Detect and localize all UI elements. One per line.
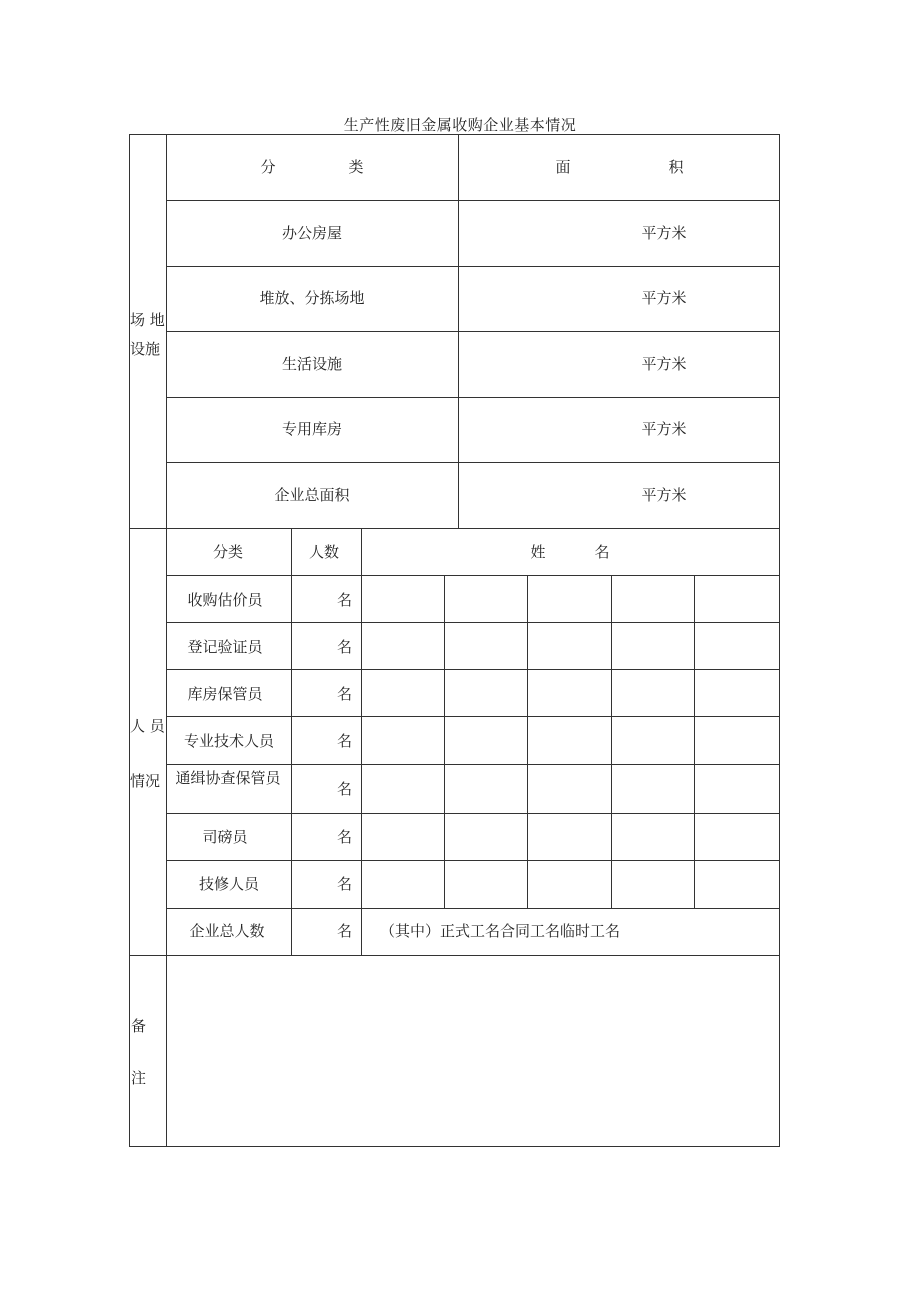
staff-row-line [166, 860, 780, 861]
site-header-category: 分 [260, 158, 276, 176]
site-header-area: 积 [668, 158, 684, 176]
staff-total-unit: 名 [337, 922, 353, 940]
staff-section-label: 人 员 [130, 717, 165, 735]
staff-total-label: 企业总人数 [189, 922, 265, 940]
page-title: 生产性废旧金属收购企业基本情况 [343, 116, 577, 134]
staff-section-label: 情况 [130, 772, 161, 790]
name-cell-divider [527, 575, 528, 908]
site-section-label: 设施 [130, 340, 161, 358]
name-cell-divider [444, 575, 445, 908]
staff-count-column-divider [291, 528, 292, 955]
staff-name-column-divider [361, 528, 362, 955]
staff-row-label: 库房保管员 [187, 685, 263, 703]
site-section-label: 场 地 [130, 311, 165, 329]
site-row-label: 生活设施 [281, 355, 343, 373]
staff-row-unit: 名 [337, 732, 353, 750]
staff-row-unit: 名 [337, 780, 353, 798]
staff-header-name: 名 [594, 543, 610, 561]
site-row-label: 堆放、分拣场地 [259, 289, 365, 307]
section-divider-remarks [129, 955, 780, 956]
site-row-line [166, 200, 780, 201]
site-row-unit: 平方米 [641, 486, 687, 504]
staff-header-name: 姓 [530, 543, 546, 561]
site-row-line [166, 331, 780, 332]
staff-header-count: 人数 [308, 543, 340, 561]
staff-row-label: 技修人员 [198, 875, 260, 893]
site-row-line [166, 397, 780, 398]
staff-header-category: 分类 [212, 543, 244, 561]
staff-row-line [166, 575, 780, 576]
remarks-label: 备 [131, 1017, 147, 1035]
staff-row-label: 专业技术人员 [183, 732, 275, 750]
staff-row-label: 通缉协查保管员 [175, 769, 281, 787]
staff-row-line [166, 764, 780, 765]
staff-row-unit: 名 [337, 875, 353, 893]
staff-row-label: 登记验证员 [187, 638, 263, 656]
site-row-label: 企业总面积 [274, 486, 350, 504]
staff-row-unit: 名 [337, 685, 353, 703]
site-row-line [166, 266, 780, 267]
site-row-unit: 平方米 [641, 289, 687, 307]
staff-row-label: 司磅员 [202, 828, 248, 846]
remarks-label: 注 [131, 1069, 147, 1087]
staff-row-line [166, 908, 780, 909]
remarks-content[interactable] [168, 957, 778, 1145]
site-row-unit: 平方米 [641, 355, 687, 373]
site-row-label: 专用库房 [281, 420, 343, 438]
staff-total-breakdown: （其中）正式工名合同工名临时工名 [380, 922, 621, 940]
staff-row-line [166, 669, 780, 670]
label-column-divider [166, 134, 167, 1147]
staff-row-line [166, 716, 780, 717]
staff-row-unit: 名 [337, 638, 353, 656]
section-divider-staff [129, 528, 780, 529]
staff-row-unit: 名 [337, 828, 353, 846]
site-row-unit: 平方米 [641, 224, 687, 242]
site-header-category: 类 [348, 158, 364, 176]
name-cell-divider [694, 575, 695, 908]
staff-row-line [166, 622, 780, 623]
site-row-label: 办公房屋 [281, 224, 343, 242]
staff-row-line [166, 813, 780, 814]
site-header-area: 面 [555, 158, 571, 176]
site-row-unit: 平方米 [641, 420, 687, 438]
staff-row-unit: 名 [337, 591, 353, 609]
name-cell-divider [611, 575, 612, 908]
site-row-line [166, 462, 780, 463]
staff-row-label: 收购估价员 [187, 591, 263, 609]
